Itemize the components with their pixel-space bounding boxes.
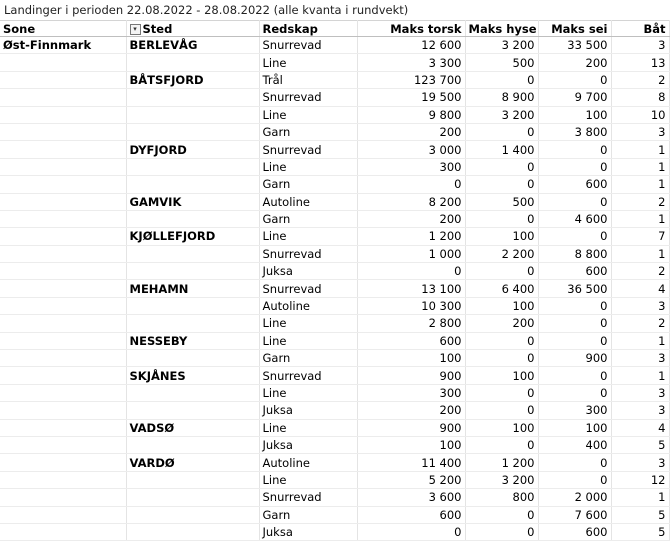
cell-maks-sei[interactable]: 2 000 — [538, 489, 611, 506]
cell-maks-hyse[interactable]: 3 200 — [465, 37, 538, 54]
cell-maks-sei[interactable]: 0 — [538, 158, 611, 175]
table-row — [0, 245, 669, 262]
cell-bat[interactable]: 4 — [611, 280, 669, 297]
cell-maks-sei[interactable]: 8 800 — [538, 245, 611, 262]
cell-bat[interactable]: 2 — [611, 263, 669, 280]
column-header-redskap[interactable]: Redskap — [259, 21, 357, 37]
cell-maks-hyse[interactable]: 100 — [465, 297, 538, 314]
cell-sted[interactable] — [126, 523, 259, 540]
cell-maks-hyse[interactable]: 1 400 — [465, 141, 538, 158]
cell-maks-torsk[interactable]: 900 — [357, 367, 465, 384]
cell-maks-torsk[interactable]: 0 — [357, 176, 465, 193]
cell-maks-sei[interactable]: 0 — [538, 384, 611, 401]
cell-sone[interactable] — [0, 402, 126, 419]
cell-bat[interactable]: 1 — [611, 489, 669, 506]
cell-sone[interactable] — [0, 158, 126, 175]
cell-redskap[interactable]: Line — [259, 332, 357, 349]
cell-maks-torsk[interactable]: 2 800 — [357, 315, 465, 332]
cell-bat[interactable]: 1 — [611, 141, 669, 158]
cell-redskap[interactable]: Autoline — [259, 193, 357, 210]
cell-redskap[interactable]: Garn — [259, 350, 357, 367]
column-header-bat[interactable]: Båt — [611, 21, 669, 37]
cell-sted[interactable] — [126, 54, 259, 71]
cell-maks-sei[interactable]: 900 — [538, 350, 611, 367]
cell-sted[interactable] — [126, 384, 259, 401]
table-row — [0, 193, 669, 210]
cell-maks-hyse[interactable]: 0 — [465, 384, 538, 401]
cell-redskap[interactable]: Line — [259, 228, 357, 245]
cell-sted[interactable] — [126, 506, 259, 523]
table-row — [0, 471, 669, 488]
cell-redskap[interactable]: Juksa — [259, 263, 357, 280]
cell-bat[interactable]: 4 — [611, 419, 669, 436]
cell-maks-torsk[interactable]: 3 300 — [357, 54, 465, 71]
cell-sone[interactable] — [0, 471, 126, 488]
cell-bat[interactable]: 7 — [611, 228, 669, 245]
cell-maks-hyse[interactable]: 0 — [465, 210, 538, 227]
cell-sted[interactable]: MEHAMN — [126, 280, 259, 297]
cell-maks-sei[interactable]: 200 — [538, 54, 611, 71]
cell-maks-torsk[interactable]: 1 000 — [357, 245, 465, 262]
table-row — [0, 228, 669, 245]
table-row — [0, 71, 669, 88]
table-row — [0, 54, 669, 71]
cell-redskap[interactable]: Line — [259, 384, 357, 401]
cell-redskap[interactable]: Garn — [259, 210, 357, 227]
cell-redskap[interactable]: Garn — [259, 176, 357, 193]
table-row — [0, 123, 669, 140]
cell-maks-hyse[interactable]: 0 — [465, 402, 538, 419]
cell-maks-hyse[interactable]: 0 — [465, 158, 538, 175]
cell-redskap[interactable]: Garn — [259, 506, 357, 523]
cell-sted[interactable] — [126, 210, 259, 227]
cell-bat[interactable]: 1 — [611, 158, 669, 175]
cell-bat[interactable]: 2 — [611, 71, 669, 88]
cell-sted[interactable]: DYFJORD — [126, 141, 259, 158]
cell-maks-sei[interactable]: 7 600 — [538, 506, 611, 523]
cell-sone[interactable] — [0, 332, 126, 349]
cell-sone[interactable] — [0, 106, 126, 123]
column-header-sone[interactable]: Sone — [0, 21, 126, 37]
cell-maks-hyse[interactable]: 800 — [465, 489, 538, 506]
cell-maks-hyse[interactable]: 6 400 — [465, 280, 538, 297]
table-row — [0, 419, 669, 436]
cell-bat[interactable]: 3 — [611, 402, 669, 419]
cell-sone[interactable] — [0, 297, 126, 314]
cell-bat[interactable]: 3 — [611, 297, 669, 314]
column-header-maks-sei[interactable]: Maks sei — [538, 21, 611, 37]
cell-redskap[interactable]: Trål — [259, 71, 357, 88]
cell-maks-hyse[interactable]: 0 — [465, 263, 538, 280]
filter-icon[interactable]: ▾ — [130, 24, 141, 35]
landings-table — [0, 20, 670, 541]
cell-sone[interactable] — [0, 228, 126, 245]
cell-sone[interactable] — [0, 71, 126, 88]
cell-maks-torsk[interactable]: 300 — [357, 384, 465, 401]
report-title: Landinger i perioden 22.08.2022 - 28.08.2022 (alle kvanta i rundvekt) — [4, 3, 409, 17]
cell-sone[interactable] — [0, 454, 126, 471]
cell-sone[interactable] — [0, 210, 126, 227]
cell-redskap[interactable]: Line — [259, 315, 357, 332]
cell-maks-torsk[interactable]: 19 500 — [357, 89, 465, 106]
cell-sone[interactable] — [0, 523, 126, 540]
cell-sone[interactable] — [0, 193, 126, 210]
cell-redskap[interactable]: Garn — [259, 123, 357, 140]
cell-maks-hyse[interactable]: 0 — [465, 332, 538, 349]
cell-maks-torsk[interactable]: 11 400 — [357, 454, 465, 471]
table-row — [0, 332, 669, 349]
cell-redskap[interactable]: Snurrevad — [259, 37, 357, 54]
cell-maks-sei[interactable]: 600 — [538, 176, 611, 193]
table-row — [0, 436, 669, 453]
cell-sted[interactable] — [126, 350, 259, 367]
cell-sted[interactable] — [126, 489, 259, 506]
table-row — [0, 523, 669, 540]
cell-maks-torsk[interactable]: 0 — [357, 263, 465, 280]
cell-maks-sei[interactable]: 4 600 — [538, 210, 611, 227]
table-row — [0, 176, 669, 193]
cell-sone[interactable] — [0, 367, 126, 384]
cell-maks-hyse[interactable]: 0 — [465, 436, 538, 453]
cell-bat[interactable]: 1 — [611, 367, 669, 384]
cell-maks-hyse[interactable]: 500 — [465, 193, 538, 210]
cell-sone[interactable] — [0, 176, 126, 193]
cell-maks-sei[interactable]: 100 — [538, 106, 611, 123]
cell-maks-sei[interactable]: 300 — [538, 402, 611, 419]
cell-bat[interactable]: 1 — [611, 332, 669, 349]
cell-sone[interactable] — [0, 506, 126, 523]
cell-sone[interactable] — [0, 350, 126, 367]
cell-maks-sei[interactable]: 0 — [538, 315, 611, 332]
table-row — [0, 158, 669, 175]
cell-maks-sei[interactable]: 400 — [538, 436, 611, 453]
table-body — [0, 37, 669, 541]
cell-maks-hyse[interactable]: 100 — [465, 228, 538, 245]
table-row — [0, 489, 669, 506]
cell-redskap[interactable]: Snurrevad — [259, 89, 357, 106]
header-row — [0, 21, 669, 37]
cell-sted[interactable]: VARDØ — [126, 454, 259, 471]
cell-sted[interactable] — [126, 436, 259, 453]
cell-bat[interactable]: 13 — [611, 54, 669, 71]
cell-maks-torsk[interactable]: 3 600 — [357, 489, 465, 506]
cell-redskap[interactable]: Snurrevad — [259, 141, 357, 158]
table-row — [0, 506, 669, 523]
cell-maks-hyse[interactable]: 0 — [465, 123, 538, 140]
cell-sted[interactable] — [126, 263, 259, 280]
cell-maks-torsk[interactable]: 5 200 — [357, 471, 465, 488]
cell-redskap[interactable]: Snurrevad — [259, 245, 357, 262]
cell-maks-torsk[interactable]: 123 700 — [357, 71, 465, 88]
table-row — [0, 263, 669, 280]
cell-bat[interactable]: 1 — [611, 210, 669, 227]
cell-maks-sei[interactable]: 0 — [538, 71, 611, 88]
cell-maks-torsk[interactable]: 9 800 — [357, 106, 465, 123]
cell-sted[interactable] — [126, 402, 259, 419]
table-row — [0, 402, 669, 419]
table-row — [0, 141, 669, 158]
cell-bat[interactable]: 5 — [611, 523, 669, 540]
cell-sone[interactable] — [0, 384, 126, 401]
cell-sted[interactable] — [126, 158, 259, 175]
cell-sted[interactable] — [126, 106, 259, 123]
cell-maks-sei[interactable]: 0 — [538, 193, 611, 210]
cell-maks-torsk[interactable]: 200 — [357, 210, 465, 227]
cell-sted[interactable] — [126, 89, 259, 106]
cell-sted[interactable]: SKJÅNES — [126, 367, 259, 384]
cell-maks-sei[interactable]: 100 — [538, 419, 611, 436]
cell-sone[interactable] — [0, 141, 126, 158]
cell-maks-hyse[interactable]: 100 — [465, 367, 538, 384]
cell-bat[interactable]: 12 — [611, 471, 669, 488]
cell-maks-hyse[interactable]: 0 — [465, 523, 538, 540]
cell-bat[interactable]: 3 — [611, 384, 669, 401]
cell-redskap[interactable]: Snurrevad — [259, 489, 357, 506]
cell-bat[interactable]: 1 — [611, 245, 669, 262]
cell-bat[interactable]: 2 — [611, 315, 669, 332]
cell-redskap[interactable]: Juksa — [259, 436, 357, 453]
cell-bat[interactable]: 5 — [611, 436, 669, 453]
table-row — [0, 297, 669, 314]
table-row — [0, 106, 669, 123]
cell-maks-sei[interactable]: 0 — [538, 471, 611, 488]
cell-maks-torsk[interactable]: 200 — [357, 123, 465, 140]
cell-sone[interactable] — [0, 123, 126, 140]
cell-sted[interactable]: VADSØ — [126, 419, 259, 436]
cell-redskap[interactable]: Snurrevad — [259, 280, 357, 297]
cell-sted[interactable] — [126, 176, 259, 193]
cell-maks-sei[interactable]: 9 700 — [538, 89, 611, 106]
cell-maks-torsk[interactable]: 100 — [357, 350, 465, 367]
cell-maks-torsk[interactable]: 900 — [357, 419, 465, 436]
cell-sone[interactable] — [0, 245, 126, 262]
cell-maks-torsk[interactable]: 8 200 — [357, 193, 465, 210]
cell-maks-torsk[interactable]: 600 — [357, 506, 465, 523]
column-header-maks-torsk[interactable]: Maks torsk — [357, 21, 465, 37]
cell-bat[interactable]: 3 — [611, 350, 669, 367]
cell-maks-torsk[interactable]: 1 200 — [357, 228, 465, 245]
cell-maks-hyse[interactable]: 200 — [465, 315, 538, 332]
cell-maks-hyse[interactable]: 8 900 — [465, 89, 538, 106]
cell-maks-sei[interactable]: 600 — [538, 263, 611, 280]
cell-sone[interactable]: Øst-Finnmark — [0, 37, 126, 54]
cell-sone[interactable] — [0, 54, 126, 71]
column-header-maks-hyse[interactable]: Maks hyse — [465, 21, 538, 37]
cell-sone[interactable] — [0, 315, 126, 332]
cell-sone[interactable] — [0, 419, 126, 436]
cell-sted[interactable]: BÅTSFJORD — [126, 71, 259, 88]
table-row — [0, 89, 669, 106]
cell-sted[interactable] — [126, 315, 259, 332]
cell-maks-hyse[interactable]: 3 200 — [465, 471, 538, 488]
table-row — [0, 315, 669, 332]
cell-maks-torsk[interactable]: 3 000 — [357, 141, 465, 158]
cell-maks-sei[interactable]: 0 — [538, 297, 611, 314]
cell-sted[interactable] — [126, 471, 259, 488]
table-row — [0, 280, 669, 297]
cell-sone[interactable] — [0, 280, 126, 297]
cell-sone[interactable] — [0, 263, 126, 280]
table-row — [0, 210, 669, 227]
cell-sone[interactable] — [0, 436, 126, 453]
cell-bat[interactable]: 2 — [611, 193, 669, 210]
column-header-sted[interactable] — [126, 21, 259, 37]
cell-maks-sei[interactable]: 0 — [538, 454, 611, 471]
cell-maks-hyse[interactable]: 2 200 — [465, 245, 538, 262]
cell-sted[interactable]: NESSEBY — [126, 332, 259, 349]
cell-maks-hyse[interactable]: 0 — [465, 176, 538, 193]
cell-bat[interactable]: 3 — [611, 454, 669, 471]
cell-redskap[interactable]: Line — [259, 419, 357, 436]
table-row — [0, 37, 669, 54]
cell-redskap[interactable]: Line — [259, 106, 357, 123]
cell-bat[interactable]: 1 — [611, 176, 669, 193]
column-header-sted-label: Sted — [142, 21, 173, 36]
cell-maks-hyse[interactable]: 500 — [465, 54, 538, 71]
cell-maks-sei[interactable]: 0 — [538, 228, 611, 245]
cell-maks-hyse[interactable]: 0 — [465, 350, 538, 367]
table-row — [0, 367, 669, 384]
table-row — [0, 384, 669, 401]
table-row — [0, 454, 669, 471]
cell-bat[interactable]: 8 — [611, 89, 669, 106]
cell-sted[interactable]: GAMVIK — [126, 193, 259, 210]
cell-sone[interactable] — [0, 489, 126, 506]
cell-maks-sei[interactable]: 0 — [538, 332, 611, 349]
cell-sted[interactable] — [126, 245, 259, 262]
cell-redskap[interactable]: Line — [259, 158, 357, 175]
cell-maks-torsk[interactable]: 100 — [357, 436, 465, 453]
cell-maks-sei[interactable]: 3 800 — [538, 123, 611, 140]
cell-maks-torsk[interactable]: 12 600 — [357, 37, 465, 54]
cell-maks-torsk[interactable]: 200 — [357, 402, 465, 419]
cell-maks-torsk[interactable]: 600 — [357, 332, 465, 349]
cell-maks-torsk[interactable]: 300 — [357, 158, 465, 175]
cell-bat[interactable]: 3 — [611, 123, 669, 140]
cell-sted[interactable] — [126, 297, 259, 314]
cell-maks-sei[interactable]: 33 500 — [538, 37, 611, 54]
cell-sted[interactable]: BERLEVÅG — [126, 37, 259, 54]
cell-maks-hyse[interactable]: 0 — [465, 71, 538, 88]
cell-maks-hyse[interactable]: 1 200 — [465, 454, 538, 471]
cell-maks-sei[interactable]: 600 — [538, 523, 611, 540]
cell-redskap[interactable]: Snurrevad — [259, 367, 357, 384]
table-row — [0, 350, 669, 367]
cell-maks-hyse[interactable]: 0 — [465, 506, 538, 523]
cell-sted[interactable]: KJØLLEFJORD — [126, 228, 259, 245]
cell-redskap[interactable]: Line — [259, 471, 357, 488]
cell-redskap[interactable]: Autoline — [259, 454, 357, 471]
cell-bat[interactable]: 5 — [611, 506, 669, 523]
cell-redskap[interactable]: Juksa — [259, 523, 357, 540]
cell-maks-sei[interactable]: 0 — [538, 141, 611, 158]
cell-bat[interactable]: 3 — [611, 37, 669, 54]
cell-redskap[interactable]: Autoline — [259, 297, 357, 314]
cell-maks-sei[interactable]: 0 — [538, 367, 611, 384]
cell-redskap[interactable]: Juksa — [259, 402, 357, 419]
cell-maks-hyse[interactable]: 3 200 — [465, 106, 538, 123]
cell-redskap[interactable]: Line — [259, 54, 357, 71]
cell-sted[interactable] — [126, 123, 259, 140]
cell-maks-hyse[interactable]: 100 — [465, 419, 538, 436]
cell-maks-torsk[interactable]: 13 100 — [357, 280, 465, 297]
cell-maks-torsk[interactable]: 10 300 — [357, 297, 465, 314]
cell-sone[interactable] — [0, 89, 126, 106]
cell-maks-sei[interactable]: 36 500 — [538, 280, 611, 297]
cell-bat[interactable]: 10 — [611, 106, 669, 123]
cell-maks-torsk[interactable]: 0 — [357, 523, 465, 540]
